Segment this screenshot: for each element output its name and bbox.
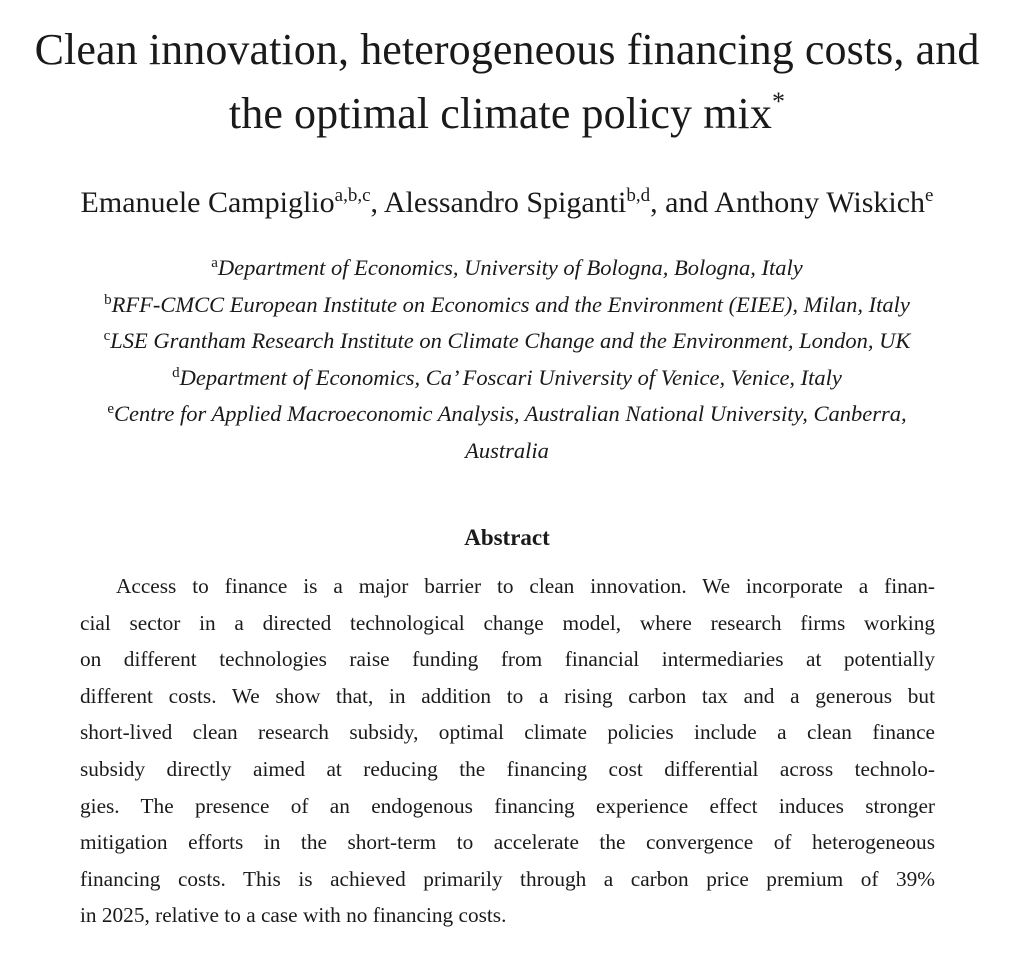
paper-title [0, 18, 1014, 146]
author-affiliation-marks: e [925, 185, 934, 206]
affiliation-item [0, 396, 1014, 433]
affiliation-item [0, 287, 1014, 324]
abstract-line: financing costs. This is achieved primarily through a carbon price premium of 39% [80, 866, 935, 891]
affiliation-mark: a [211, 255, 218, 271]
abstract-line: short-lived clean research subsidy, optimal climate policies include a clean finance [80, 720, 935, 745]
affiliation-item-continuation [0, 433, 1014, 470]
affiliation-text: Department of Economics, Ca’ Foscari University of Venice, Venice, Italy [179, 364, 842, 390]
abstract-line: Access to finance is a major barrier to clean innovation. We incorporate a finan- [116, 574, 935, 598]
abstract-body [80, 568, 935, 934]
author-list [0, 182, 1014, 224]
abstract-line: subsidy directly aimed at reducing the financing cost differential across technolo- [80, 756, 935, 781]
affiliation-mark: e [107, 401, 114, 418]
affiliation-item [0, 250, 1014, 287]
abstract-line: in 2025, relative to a case with no financing costs. [80, 903, 507, 928]
affiliation-text: Australia [465, 437, 549, 463]
affiliation-item [0, 360, 1014, 397]
title-footnote-mark: * [772, 87, 786, 116]
author-separator: , [370, 186, 384, 219]
affiliation-text: Department of Economics, University of Bologna, Bologna, Italy [217, 255, 803, 280]
affiliation-text: Centre for Applied Macroeconomic Analysis, Australian National University, Canberra, [114, 401, 907, 427]
author-affiliation-marks: b,d [626, 185, 651, 206]
abstract-line: cial sector in a directed technological change model, where research firms working [80, 610, 935, 635]
author-separator: , and [650, 186, 715, 219]
affiliation-text: RFF-CMCC European Institute on Economics and the Environment (EIEE), Milan, Italy [111, 291, 910, 317]
title-line-1: Clean innovation, heterogeneous financing costs, and [34, 25, 980, 74]
abstract-line: different costs. We show that, in addition to a rising carbon tax and a generous but [80, 683, 935, 708]
author-name: Anthony Wiskich [714, 186, 926, 219]
abstract-line: on different technologies raise funding from financial intermediaries at potentially [80, 647, 935, 672]
author-name: Emanuele Campiglio [80, 186, 335, 219]
abstract-line: mitigation efforts in the short-term to accelerate the convergence of heterogeneous [80, 830, 935, 855]
author-name: Alessandro Spiganti [383, 186, 627, 219]
abstract-line: gies. The presence of an endogenous financing experience effect induces stronger [80, 793, 935, 818]
affiliation-item [0, 323, 1014, 360]
affiliation-mark: d [172, 364, 180, 381]
author-affiliation-marks: a,b,c [334, 185, 371, 206]
title-line-2: the optimal climate policy mix [228, 89, 772, 138]
abstract-heading: Abstract [464, 525, 550, 550]
affiliation-text: LSE Grantham Research Institute on Climate Change and the Environment, London, UK [110, 328, 911, 354]
affiliation-mark: c [103, 328, 111, 345]
affiliation-list [0, 250, 1014, 470]
affiliation-mark: b [104, 291, 112, 308]
